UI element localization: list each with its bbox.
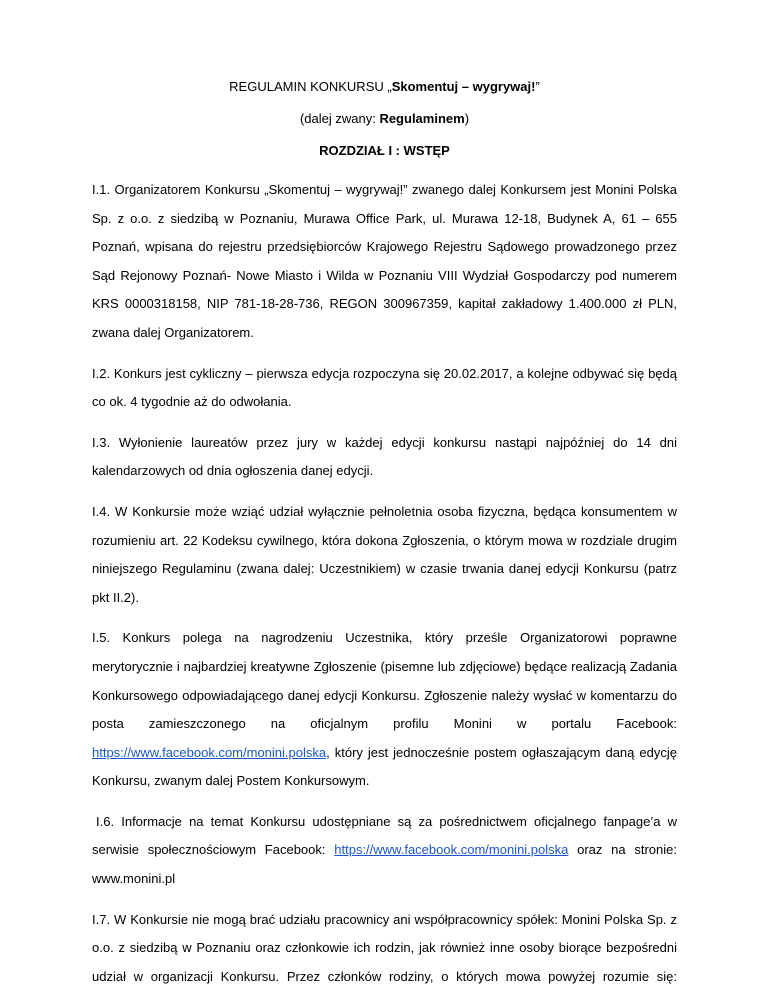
document-title	[92, 78, 677, 96]
section-i5	[92, 624, 677, 796]
section-i1: I.1. Organizatorem Konkursu „Skomentuj – wygrywaj!” zwanego dalej Konkursem jest Monini Polska Sp. z o.o. z siedzibą w Poznaniu, Murawa Office Park, ul. Murawa 12-18, Budynek A, 61 – 655 Poznań, wpisana do rejestru przedsiębiorców Krajowego Rejestru Sądowego prowadzonego przez Sąd Rejonowy Poznań- Nowe Miasto i Wilda w Poznaniu VIII Wydział Gospodarczy pod numerem KRS 0000318158, NIP 781-18-28-736, REGON 300967359, kapitał zakładowy 1.400.000 zł PLN, zwana dalej Organizatorem.	[92, 182, 677, 340]
document-page	[92, 78, 677, 991]
facebook-link-i6[interactable]: https://www.facebook.com/monini.polska	[334, 842, 569, 858]
title-suffix: ”	[535, 79, 540, 94]
subtitle-prefix: (dalej zwany:	[299, 111, 380, 126]
section-i2: I.2. Konkurs jest cykliczny – pierwsza edycja rozpoczyna się 20.02.2017, a kolejne odbywać się będą co ok. 4 tygodnie aż do odwołania.	[92, 365, 677, 410]
facebook-link-i5[interactable]: https://www.facebook.com/monini.polska	[92, 744, 327, 760]
section-i3: I.3. Wyłonienie laureatów przez jury w każdej edycji konkursu nastąpi najpóźniej do 14 dni kalendarzowych od dnia ogłoszenia danej edycji.	[92, 434, 677, 479]
subtitle-suffix: )	[464, 111, 470, 126]
document-subtitle	[92, 110, 677, 128]
section-i6	[92, 808, 677, 894]
section-i5-text: I.5. Konkurs polega na nagrodzeniu Uczestnika, który prześle Organizatorowi poprawne merytorycznie i najbardziej kreatywne Zgłoszenie (pisemne lub zdjęciowe) będące realizacją Zadania Konkursowego odpowiadającego danej edycji Konkursu. Zgłoszenie należy wysłać w komentarzu do posta zamieszczonego na oficjalnym profilu Monini w portalu Facebook:	[92, 630, 677, 732]
section-i6-text: I.6. Informacje na temat Konkursu udostępniane są za pośrednictwem oficjalnego fanpage’a w serwisie społecznościowym Facebook:	[92, 813, 677, 858]
chapter-heading: ROZDZIAŁ I : WSTĘP	[319, 143, 450, 158]
section-i5-after: , który jest jednocześnie postem ogłaszającym daną edycję Konkursu, zwanym dalej Postem Konkursowym.	[92, 744, 677, 789]
title-prefix: REGULAMIN KONKURSU „	[229, 79, 392, 94]
title-bold: Skomentuj – wygrywaj!	[391, 79, 536, 94]
section-i4: I.4. W Konkursie może wziąć udział wyłącznie pełnoletnia osoba fizyczna, będąca konsumentem w rozumieniu art. 22 Kodeksu cywilnego, która dokona Zgłoszenia, o którym mowa w rozdziale drugim niniejszego Regulaminu (zwana dalej: Uczestnikiem) w czasie trwania danej edycji Konkursu (patrz pkt II.2).	[92, 503, 677, 605]
section-i6-after: oraz na stronie: www.monini.pl	[92, 842, 677, 887]
section-i7: I.7. W Konkursie nie mogą brać udziału pracownicy ani współpracownicy spółek: Monini Polska Sp. z o.o. z siedzibą w Poznaniu oraz członkowie ich rodzin, jak również inne osoby biorące bezpośredni udział w organizacji Konkursu. Przez członków rodziny, o których mowa powyżej rozumie się:	[92, 911, 677, 984]
subtitle-bold: Regulaminem	[379, 111, 465, 126]
